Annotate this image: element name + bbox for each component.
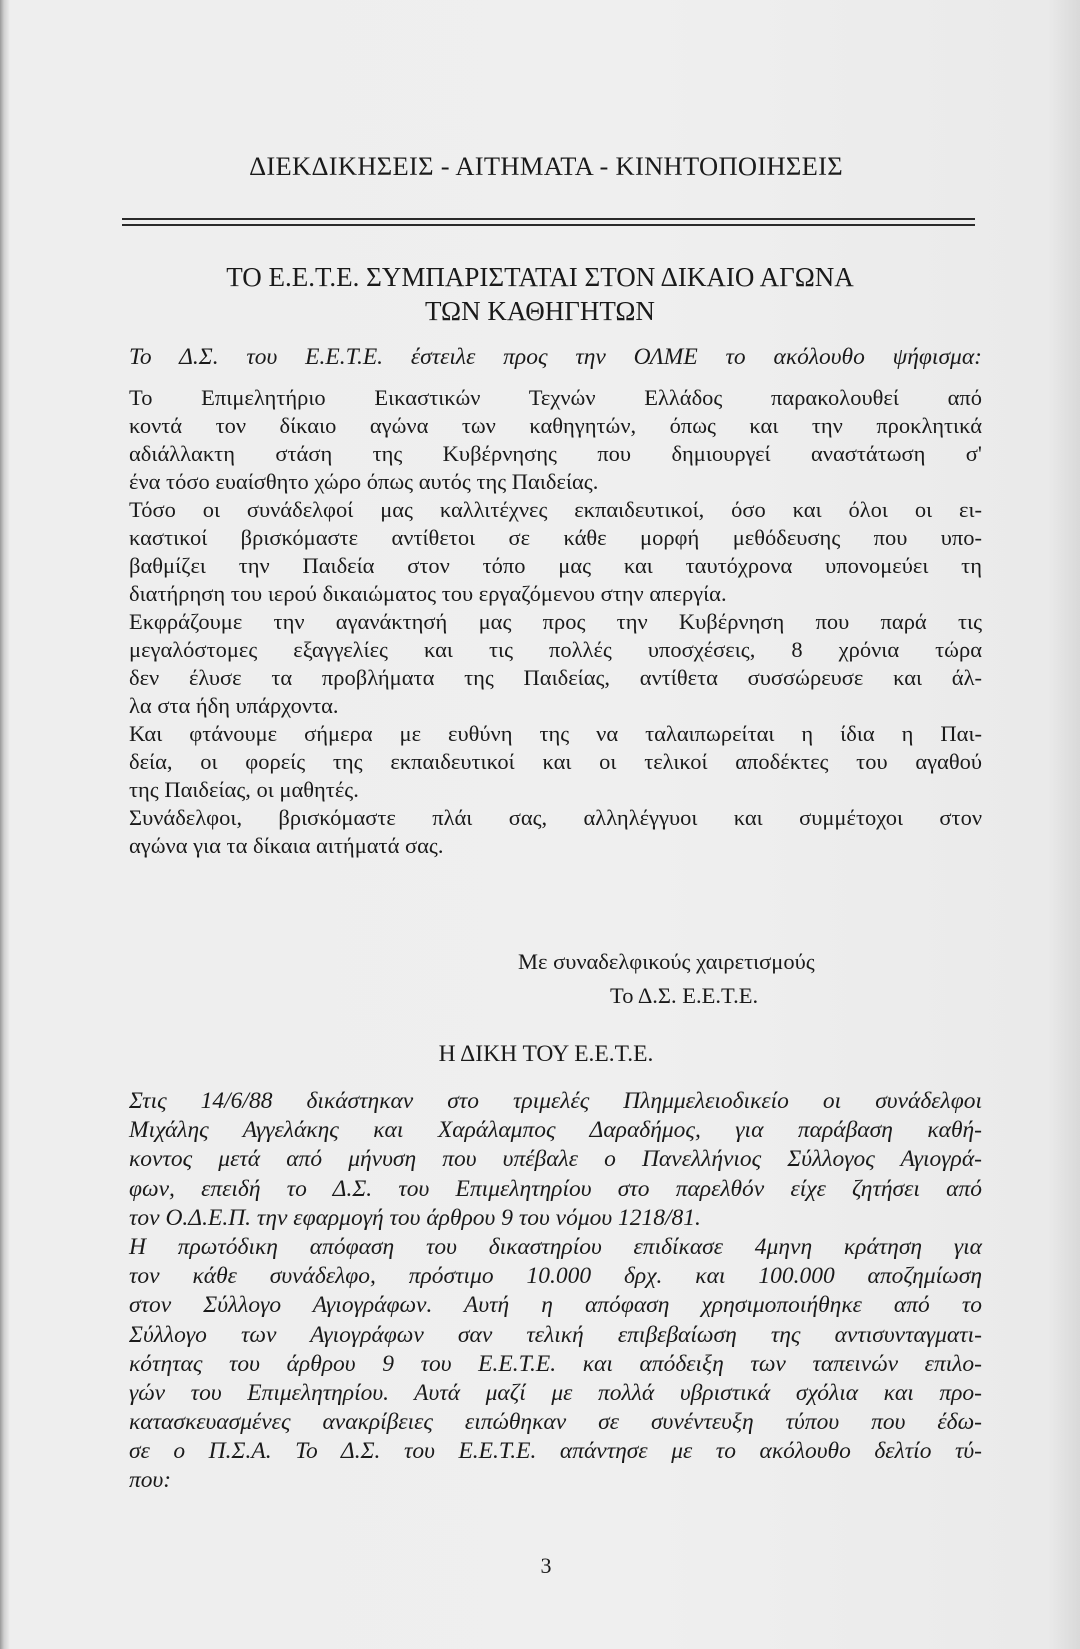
text-line: Σύλλογο των Αγιογράφων σαν τελική επιβεβαίωση της αντισυνταγματι- [129,1321,982,1348]
article-intro: Το Δ.Σ. του Ε.Ε.Τ.Ε. έστειλε προς την ΟΛΜΕ το ακόλουθο ψήφισμα: [129,344,982,370]
text-line: δεία, οι φορείς της εκπαιδευτικοί και οι τελικοί αποδέκτες του αγαθού [129,749,982,774]
text-line: αγώνα για τα δίκαια αιτήματά σας. [129,833,444,858]
text-line: αδιάλλακτη στάση της Κυβέρνησης που δημιουργεί αναστάτωση σ' [129,441,982,466]
text-line: διατήρηση του ιερού δικαιώματος του εργαζόμενου στην απεργία. [129,581,727,606]
resolution-body [129,384,982,860]
text-line: Το Επιμελητήριο Εικαστικών Τεχνών Ελλάδος παρακολουθεί από [129,385,982,410]
text-line: μεγαλόστομες εξαγγελίες και τις πολλές υποσχέσεις, 8 χρόνια τώρα [129,637,982,662]
double-rule-top [122,218,975,220]
text-line: της Παιδείας, οι μαθητές. [129,777,359,802]
text-line: στον Σύλλογο Αγιογράφων. Αυτή η απόφαση χρησιμοποιήθηκε από το [129,1292,982,1319]
text-line: Η πρωτόδικη απόφαση του δικαστηρίου επιδίκασε 4μηνη κράτηση για [129,1233,982,1260]
text-line: τον κάθε συνάδελφο, πρόστιμο 10.000 δρχ. και 100.000 αποζημίωση [129,1263,982,1290]
text-line: κοντά τον δίκαιο αγώνα των καθηγητών, όπως και την προκλητικά [129,413,982,438]
text-line: κοντος μετά από μήνυση που υπέβαλε ο Πανελλήνιος Σύλλογος Αγιογρά- [129,1146,982,1173]
closing-salutation: Με συναδελφικούς χαιρετισμούς [518,949,815,974]
text-line: καστικοί βρισκόμαστε αντίθετοι σε κάθε μορφή μεθόδευσης που υπο- [129,525,982,550]
headline-line: ΤΩΝ ΚΑΘΗΓΗΤΩΝ [425,296,655,326]
text-line: Μιχάλης Αγγελάκης και Χαράλαμπος Δαραδήμος, για παράβαση καθή- [129,1117,982,1144]
text-line: Εκφράζουμε την αγανάκτησή μας προς την Κυβέρνηση που παρά τις [129,609,982,634]
text-line: Και φτάνουμε σήμερα με ευθύνη της να ταλαιπωρείται η ίδια η Παι- [129,721,982,746]
text-line: βαθμίζει την Παιδεία στον τόπο μας και ταυτόχρονα υπονομεύει τη [129,553,982,578]
article-headline [110,260,970,328]
trial-headline: Η ΔΙΚΗ ΤΟΥ Ε.Ε.Τ.Ε. [438,1041,654,1067]
text-line: Στις 14/6/88 δικάστηκαν στο τριμελές Πλημμελειοδικείο οι συνάδελφοι [129,1088,982,1114]
text-line: κατασκευασμένες ανακρίβειες ειπώθηκαν σε συνέντευξη τύπου που έδω- [129,1409,982,1436]
text-line: λα στα ήδη υπάρχοντα. [129,693,339,718]
page-number: 3 [540,1553,552,1578]
text-line: δεν έλυσε τα προβλήματα της Παιδείας, αντίθετα συσσώρευσε και άλ- [129,665,982,690]
text-line: κότητας του άρθρου 9 του Ε.Ε.Τ.Ε. και απόδειξη των ταπεινών επιλο- [129,1350,982,1377]
signature: Το Δ.Σ. Ε.Ε.Τ.Ε. [610,983,759,1008]
text-line: ένα τόσο ευαίσθητο χώρο όπως αυτός της Παιδείας. [129,469,599,494]
headline-line: ΤΟ Ε.Ε.Τ.Ε. ΣΥΜΠΑΡΙΣΤΑΤΑΙ ΣΤΟΝ ΔΙΚΑΙΟ ΑΓΩΝΑ [226,262,854,292]
section-title: ΔΙΕΚΔΙΚΗΣΕΙΣ - ΑΙΤΗΜΑΤΑ - ΚΙΝΗΤΟΠΟΙΗΣΕΙΣ [249,151,843,181]
text-line: που: [129,1467,172,1494]
text-line: Συνάδελφοι, βρισκόμαστε πλάι σας, αλληλέγγυοι και συμμέτοχοι στον [129,805,982,830]
text-line: φων, επειδή το Δ.Σ. του Επιμελητηρίου στο παρελθόν είχε ζητήσει από [129,1175,982,1202]
text-line: Τόσο οι συνάδελφοί μας καλλιτέχνες εκπαιδευτικοί, όσο και όλοι οι ει- [129,497,982,522]
text-line: τον Ο.Δ.Ε.Π. την εφαρμογή του άρθρου 9 του νόμου 1218/81. [129,1204,701,1231]
double-rule-bottom [122,224,975,226]
text-line: σε ο Π.Σ.Α. Το Δ.Σ. του Ε.Ε.Τ.Ε. απάντησε με το ακόλουθο δελτίο τύ- [129,1438,982,1465]
trial-body [129,1087,982,1496]
text-line: γών του Επιμελητηρίου. Αυτά μαζί με πολλά υβριστικά σχόλια και προ- [129,1379,982,1406]
